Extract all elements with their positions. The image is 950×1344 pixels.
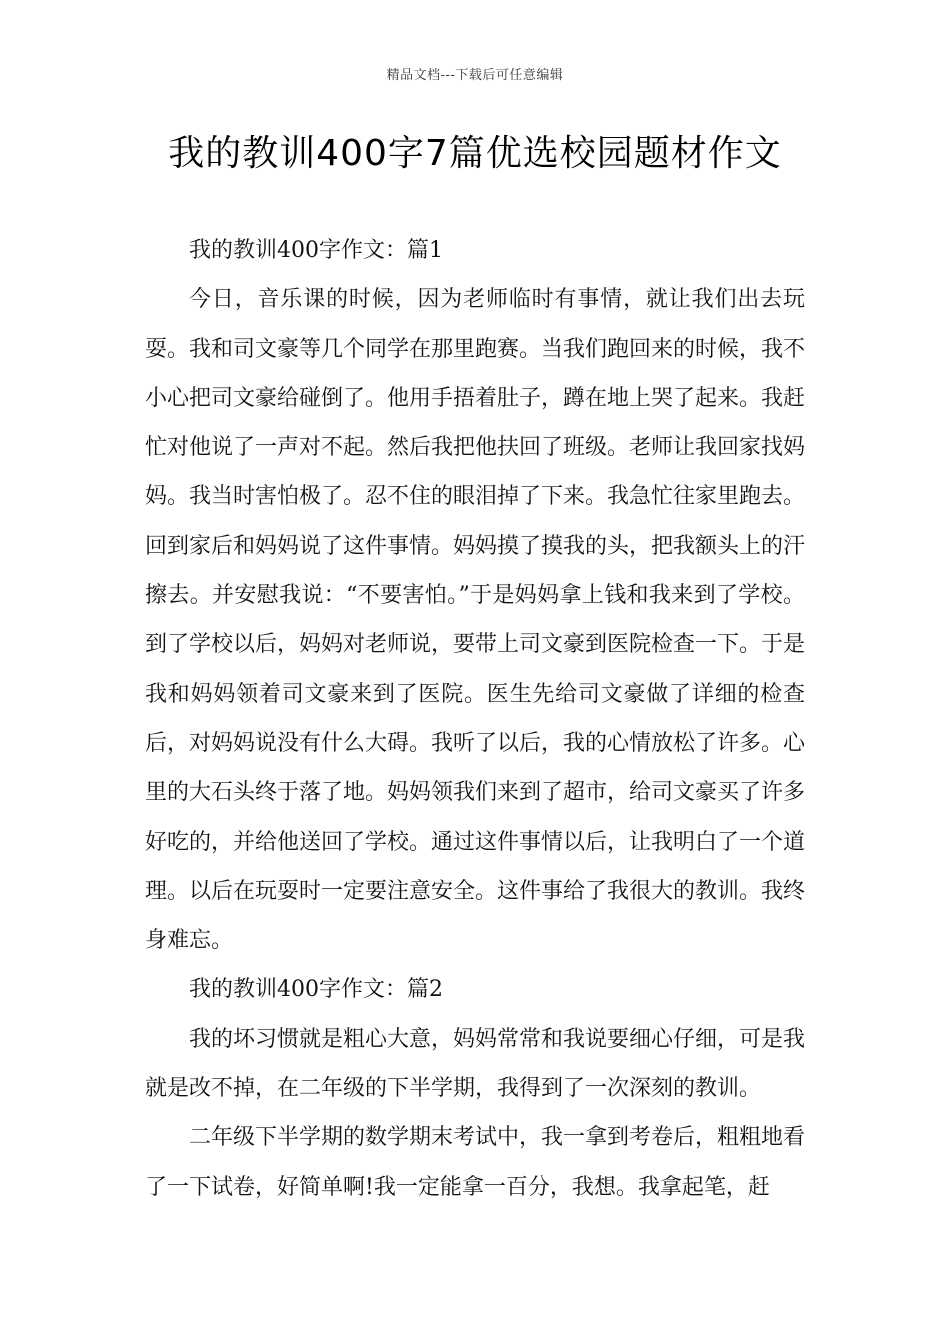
section-heading: 我的教训400字作文：篇2 xyxy=(189,977,443,1003)
paragraph: 今日，音乐课的时候，因为老师临时有事情，就让我们出去玩耍。我和司文豪等几个同学在那里跑赛。当我们跑回来的时候，我不小心把司文豪给碰倒了。他用手捂着肚子，蹲在地上哭了起来。我赶忙对他说了一声对不起。然后我把他扶回了班级。老师让我回家找妈妈。我当时害怕极了。忍不住的眼泪掉了下来。我急忙往家里跑去。回到家后和妈妈说了这件事情。妈妈摸了摸我的头，把我额头上的汗擦去。并安慰我说：“不要害怕。”于是妈妈拿上钱和我来到了学校。到了学校以后，妈妈对老师说，要带上司文豪到医院检查一下。于是我和妈妈领着司文豪来到了医院。医生先给司文豪做了详细的检查后，对妈妈说没有什么大碍。我听了以后，我的心情放松了许多。心里的大石头终于落了地。妈妈领我们来到了超市，给司文豪买了许多好吃的，并给他送回了学校。通过这件事情以后，让我明白了一个道理。以后在玩耍时一定要注意安全。这件事给了我很大的教训。我终身难忘。 xyxy=(145,287,806,954)
paragraph: 二年级下半学期的数学期末考试中，我一拿到考卷后，粗粗地看了一下试卷，好简单啊!我一定能拿一百分，我想。我拿起笔，赶 xyxy=(145,1125,806,1200)
paragraph: 我的坏习惯就是粗心大意，妈妈常常和我说要细心仔细，可是我就是改不掉，在二年级的下半学期，我得到了一次深刻的教训。 xyxy=(145,1026,806,1102)
document-title: 我的教训400字7篇优选校园题材作文 xyxy=(168,133,782,174)
section-heading: 我的教训400字作文：篇1 xyxy=(189,238,443,263)
header-note: 精品文档---下载后可任意编辑 xyxy=(386,68,564,83)
document-body xyxy=(145,226,805,1212)
